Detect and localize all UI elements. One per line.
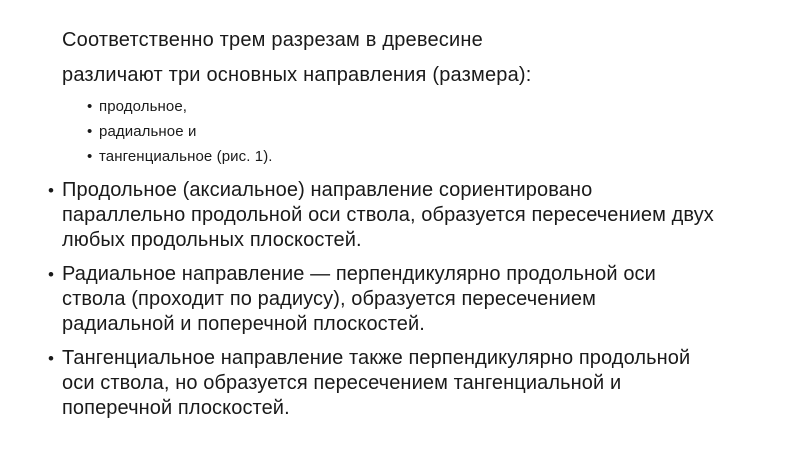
main-bullet-item: • Тангенциальное направление также перпендикулярно продольной оси ствола, но образуется пересечением тангенциальной и поперечной плоскостей. xyxy=(62,346,714,421)
sub-bullet-item: • радиальное и xyxy=(99,119,760,144)
main-bullet-item: • Радиальное направление — перпендикулярно продольной оси ствола (проходит по радиусу), образуется пересечением радиальной и поперечной плоскостей. xyxy=(62,262,714,337)
intro-line-1: Соответственно трем разрезам в древесине xyxy=(62,29,483,51)
sub-bullet-list xyxy=(99,94,760,169)
main-bullet-list xyxy=(62,178,760,421)
main-bullet-item: • Продольное (аксиальное) направление сориентировано параллельно продольной оси ствола, образуется пересечением двух любых продольных плоскостей. xyxy=(62,178,714,253)
intro-line-2: различают три основных направления (размера): xyxy=(62,64,532,86)
sub-bullet-item: • продольное, xyxy=(99,94,760,119)
sub-bullet-item: • тангенциальное (рис. 1). xyxy=(99,144,760,169)
